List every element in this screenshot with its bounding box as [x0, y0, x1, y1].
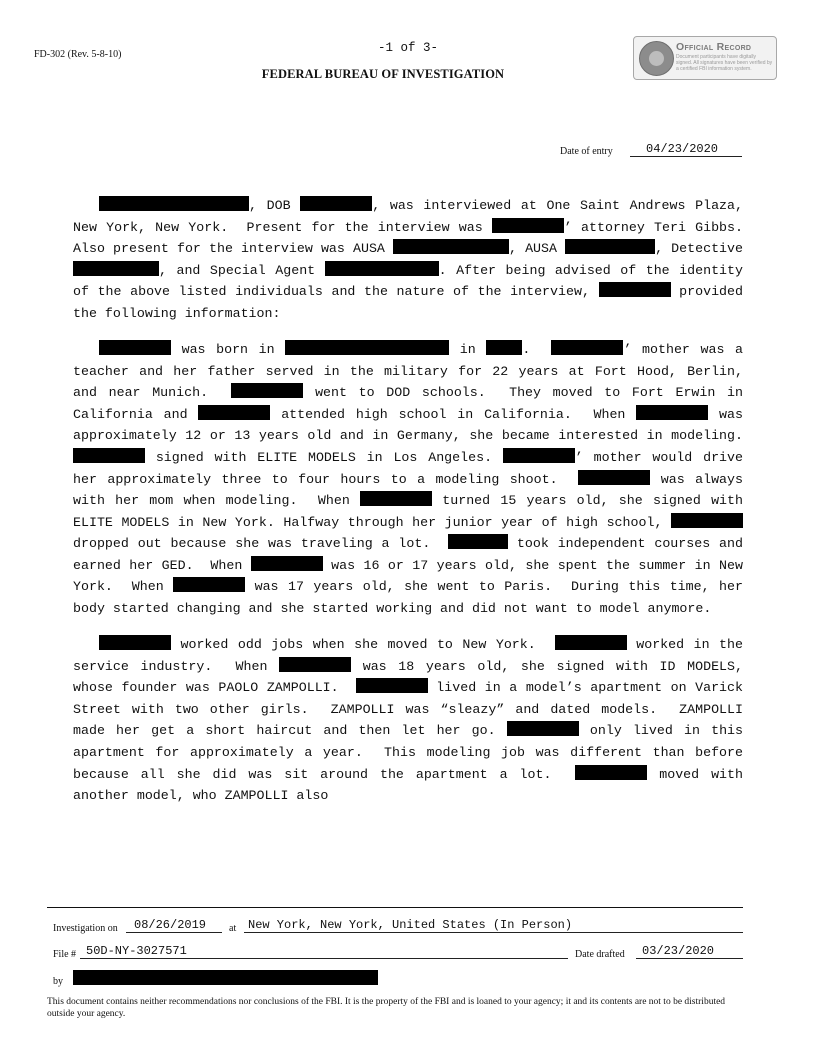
body-paragraph [73, 339, 759, 620]
body-text-run: was 17 years old, she went to Paris. During this time, her body started changing and she started working and did not want to model anymore. [73, 579, 751, 617]
redaction-bar [599, 282, 671, 297]
redaction-bar [507, 721, 579, 736]
redaction-bar [393, 239, 509, 254]
body-text-run: , and Special Agent [159, 262, 325, 278]
redaction-bar [198, 405, 270, 420]
agency-title: FEDERAL BUREAU OF INVESTIGATION [261, 67, 505, 81]
file-number-value: 50D-NY-3027571 [80, 944, 568, 959]
badge-text: Document participants have digitally signed. All signatures have been verified by a certified FBI information system. [676, 54, 773, 72]
redaction-bar [555, 635, 627, 650]
body-text-run: in [449, 341, 487, 357]
file-number-label: File # [53, 949, 77, 960]
body-text-run: was always with her mom when modeling. When [73, 471, 751, 509]
redaction-bar [325, 261, 439, 276]
date-drafted-label: Date drafted [575, 949, 625, 960]
redaction-bar [578, 470, 650, 485]
body-text-run: was 16 or 17 years old, she spent the summer in New York. When [73, 557, 751, 595]
body-text-run: ’ attorney Teri Gibbs. Also present for the interview was AUSA [73, 219, 751, 257]
investigation-date-value: 08/26/2019 [126, 918, 222, 933]
investigation-on-label: Investigation on [53, 923, 118, 934]
redaction-bar [99, 635, 171, 650]
author-redaction [73, 970, 378, 985]
at-label: at [229, 923, 237, 934]
date-of-entry-value: 04/23/2020 [630, 143, 742, 157]
body-text-run: took independent courses and earned her GED. When [73, 536, 751, 573]
redaction-bar [285, 340, 449, 355]
body-text-run: worked odd jobs when she moved to New York. [171, 637, 555, 653]
redaction-bar [99, 340, 171, 355]
body-text-run: was approximately 12 or 13 years old and in Germany, she became interested in modeling. [73, 406, 759, 444]
body-text-run: attended high school in California. When [270, 406, 637, 422]
body-text-run: ’ mother would drive her approximately three to four hours to a modeling shoot. [73, 449, 751, 487]
redaction-bar [565, 239, 655, 254]
redaction-bar [636, 405, 708, 420]
date-drafted-value: 03/23/2020 [636, 944, 743, 959]
body-text-run: went to DOD schools. They moved to Fort Erwin in California and [73, 385, 751, 422]
redaction-bar [73, 448, 145, 463]
redaction-bar [575, 765, 647, 780]
body-text-run: ’ mother was a teacher and her father served in the military for 22 years at Fort Hood, Berlin, and near Munich. [73, 341, 751, 401]
page-indicator: -1 of 3- [377, 41, 438, 55]
redaction-bar [492, 218, 564, 233]
footer-rule [47, 907, 743, 908]
body-text-run: , was interviewed at One Saint Andrews Plaza, New York, New York. Present for the interview was [73, 198, 751, 235]
official-record-badge [633, 36, 777, 80]
redaction-bar [448, 534, 508, 549]
redaction-bar [73, 261, 159, 276]
redaction-bar [356, 678, 428, 693]
date-of-entry-label: Date of entry [560, 146, 613, 157]
body-text-run: turned 15 years old, she signed with ELITE MODELS in New York. Halfway through her junior year of high school, [73, 493, 751, 530]
disclaimer: This document contains neither recommendations nor conclusions of the FBI. It is the property of the FBI and is loaned to your agency; it and its contents are not to be distributed outside your agency. [47, 997, 726, 1019]
body-text-run: dropped out because she was traveling a lot. [73, 514, 751, 552]
redaction-bar [279, 657, 351, 672]
body-text-run: . After being advised of the identity of the above listed individuals and the nature of the interview, [73, 262, 751, 300]
body-text-run: worked in the service industry. When [73, 637, 751, 674]
body-text-run: , AUSA [509, 241, 566, 257]
body-text-run: provided the following information: [73, 284, 751, 321]
redaction-bar [671, 513, 743, 528]
redaction-bar [486, 340, 522, 355]
investigation-location-value: New York, New York, United States (In Person) [244, 918, 743, 933]
redaction-bar [251, 556, 323, 571]
by-label: by [53, 976, 63, 987]
redaction-bar [99, 196, 249, 211]
body-text-run: lived in a model’s apartment on Varick Street with two other girls. ZAMPOLLI was “sleazy” and dated models. ZAMPOLLI made her get a short haircut and then let her go. [73, 680, 751, 739]
fbi-seal-icon [639, 41, 674, 76]
form-identifier: FD-302 (Rev. 5-8-10) [34, 49, 122, 60]
interview-body [73, 195, 759, 821]
redaction-bar [231, 383, 303, 398]
body-paragraph [73, 195, 751, 325]
badge-title: Official Record [676, 41, 752, 53]
body-text-run: . [522, 341, 552, 357]
body-text-run: , DOB [249, 198, 301, 213]
body-text-run: only lived in this apartment for approximately a year. This modeling job was different than before because all she did was sit around the apartment a lot. [73, 723, 751, 782]
redaction-bar [360, 491, 432, 506]
redaction-bar [300, 196, 372, 211]
redaction-bar [173, 577, 245, 592]
redaction-bar [503, 448, 575, 463]
redaction-bar [551, 340, 623, 355]
body-text-run: was born in [171, 341, 286, 357]
body-text-run: moved with another model, who ZAMPOLLI also [73, 766, 751, 804]
body-text-run: signed with ELITE MODELS in Los Angeles. [145, 449, 503, 465]
body-text-run: , Detective [655, 241, 751, 257]
body-paragraph [73, 634, 751, 807]
body-text-run: was 18 years old, she signed with ID MODELS, whose founder was PAOLO ZAMPOLLI. [73, 658, 751, 696]
